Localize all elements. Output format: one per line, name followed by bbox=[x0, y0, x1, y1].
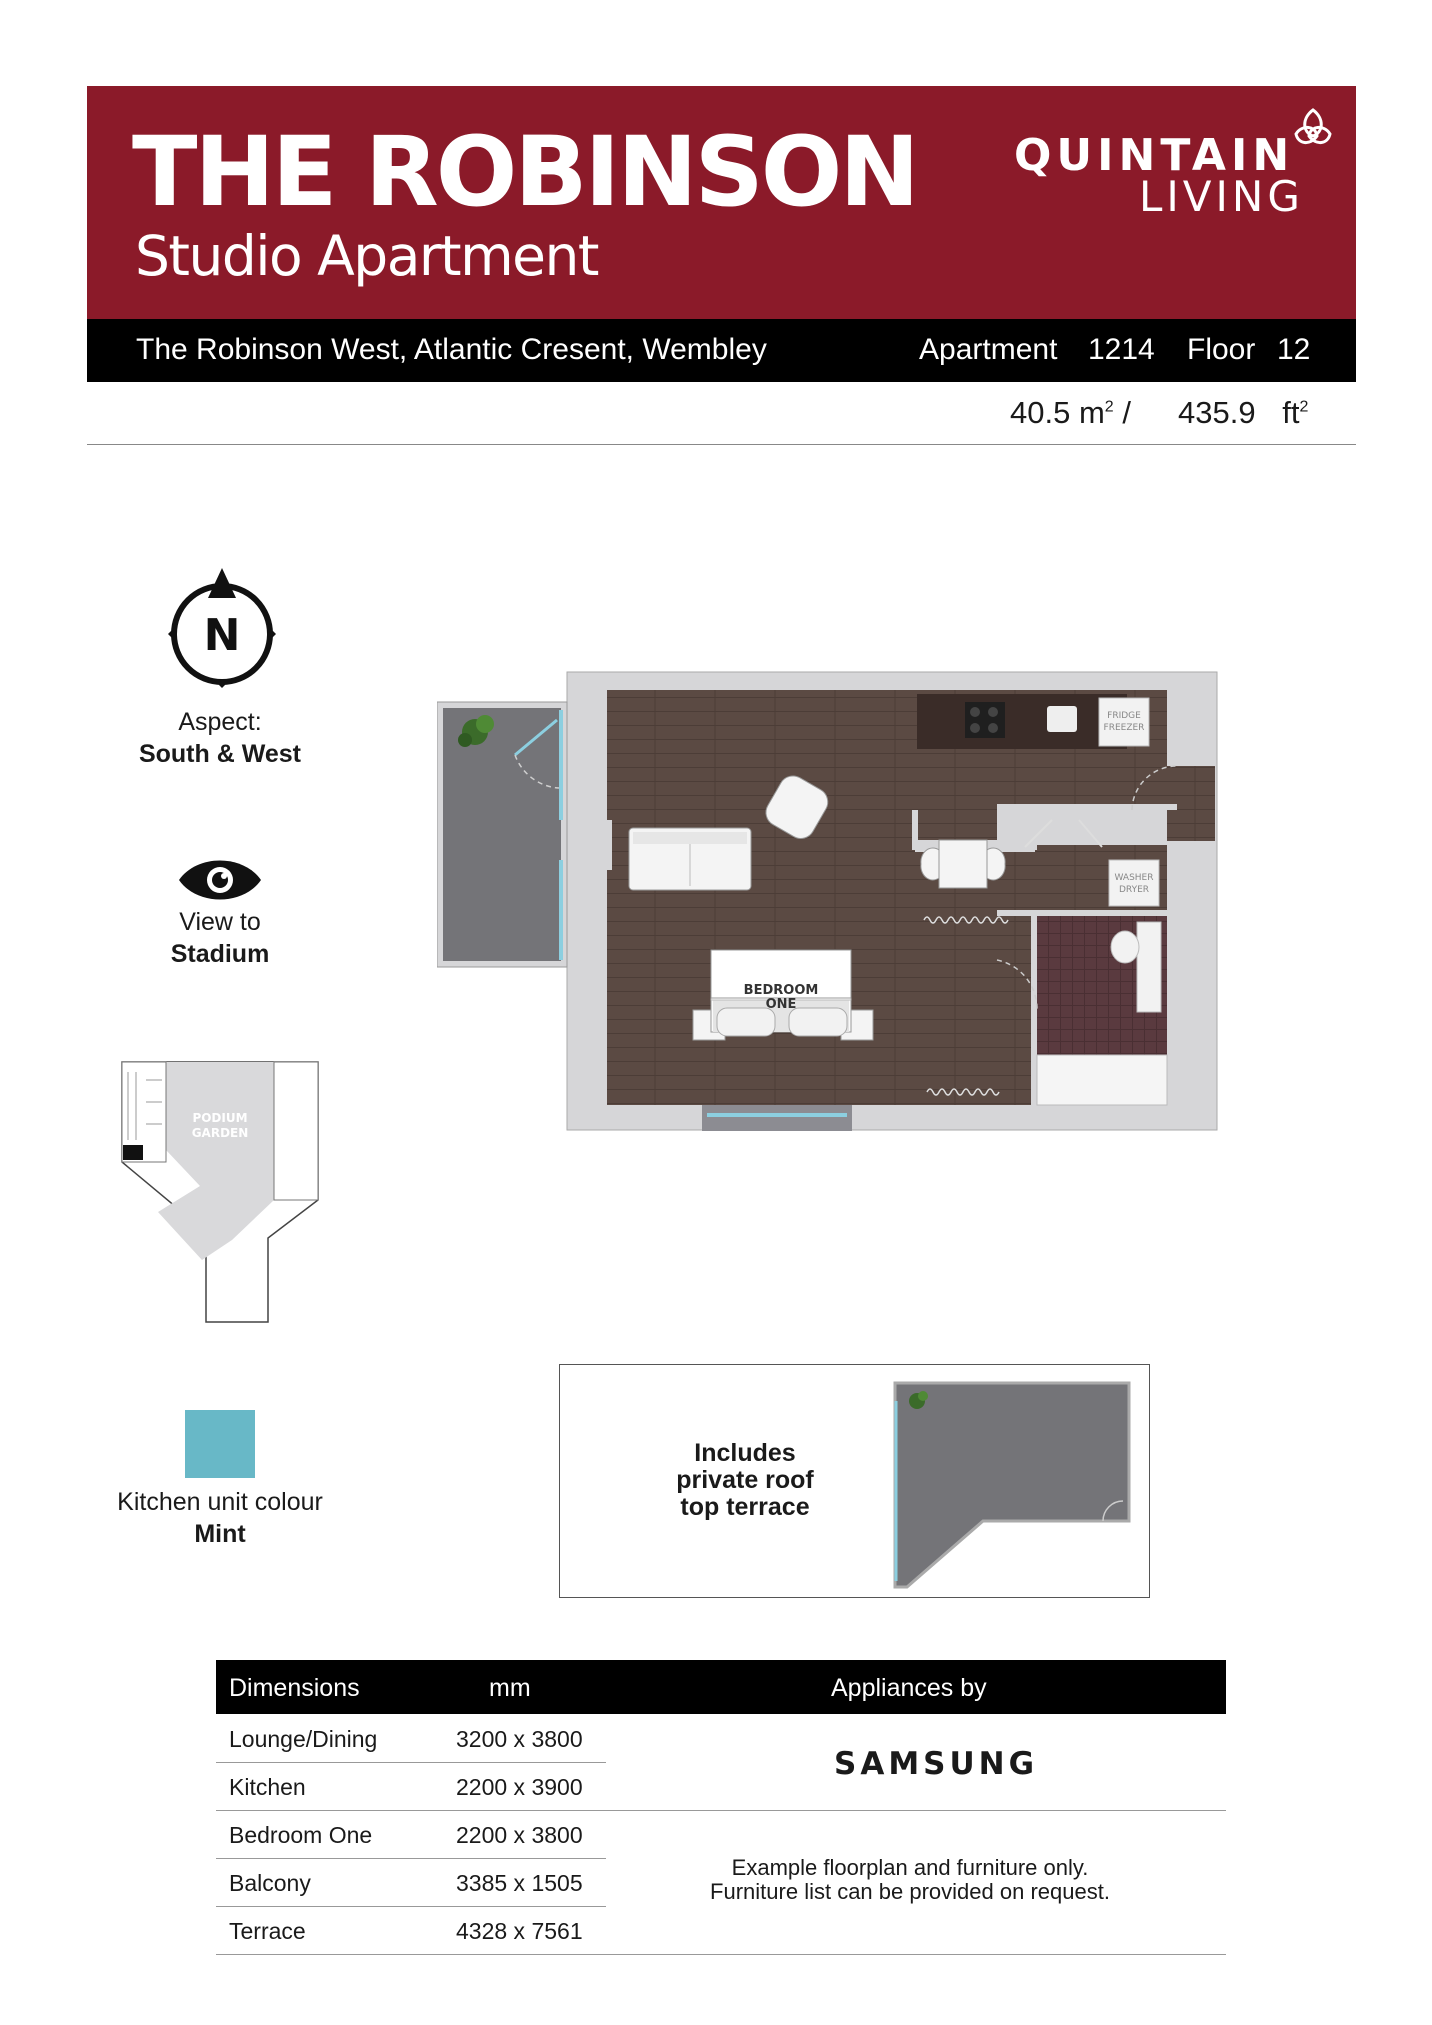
address-bar bbox=[87, 319, 1356, 382]
area-sqm-sup: 2 bbox=[1104, 398, 1114, 416]
compass-letter: N bbox=[203, 610, 241, 661]
podium-label-1: PODIUM bbox=[192, 1111, 248, 1125]
apartment-number: 1214 bbox=[1088, 333, 1155, 366]
room-size: 4328 x 7561 bbox=[456, 1918, 583, 1944]
page-title: THE ROBINSON bbox=[132, 116, 917, 228]
col-mm: mm bbox=[489, 1674, 531, 1702]
table-row bbox=[216, 1714, 606, 1762]
terrace-note-line2: private roof bbox=[676, 1466, 814, 1494]
room-name: Bedroom One bbox=[229, 1822, 373, 1848]
podium-label-2: GARDEN bbox=[191, 1126, 249, 1140]
col-appliances: Appliances by bbox=[831, 1674, 987, 1702]
page-subtitle: Studio Apartment bbox=[135, 224, 598, 288]
aspect-label: Aspect: bbox=[178, 708, 262, 736]
samsung-logo: SAMSUNG bbox=[834, 1746, 1039, 1782]
bedroom-label-2: ONE bbox=[765, 997, 797, 1012]
disclaimer-note bbox=[660, 1856, 1160, 1904]
room-name: Kitchen bbox=[229, 1774, 306, 1800]
fridge-label-2: FREEZER bbox=[1103, 723, 1145, 733]
floor-label: Floor bbox=[1187, 333, 1256, 366]
compass-north-icon bbox=[166, 566, 278, 690]
washer-label-2: DRYER bbox=[1118, 885, 1150, 895]
apartment-label: Apartment bbox=[919, 333, 1058, 366]
area-sqm-value: 40.5 bbox=[1010, 395, 1071, 430]
address-text: The Robinson West, Atlantic Cresent, Wembley bbox=[136, 333, 767, 366]
bedroom-label-1: BEDROOM bbox=[743, 983, 819, 998]
floorplan bbox=[437, 670, 1219, 1140]
kitchen-colour-swatch bbox=[185, 1410, 255, 1478]
washer-label-1: WASHER bbox=[1114, 873, 1154, 883]
logo-text-bottom: LIVING bbox=[1139, 172, 1304, 221]
aspect-value: South & West bbox=[138, 740, 302, 768]
room-name: Terrace bbox=[229, 1918, 306, 1944]
header-banner bbox=[87, 86, 1356, 319]
divider bbox=[216, 1954, 1226, 1955]
table-row bbox=[216, 1858, 606, 1906]
view-value: Stadium bbox=[170, 940, 270, 968]
room-name: Lounge/Dining bbox=[229, 1726, 378, 1752]
area-separator: / bbox=[1122, 395, 1131, 430]
table-row bbox=[216, 1810, 606, 1858]
room-size: 3200 x 3800 bbox=[456, 1726, 583, 1752]
table-row bbox=[216, 1762, 606, 1810]
floor-number: 12 bbox=[1277, 333, 1311, 366]
kitchen-colour-label: Kitchen unit colour bbox=[117, 1488, 323, 1516]
area-sqft-sup: 2 bbox=[1299, 398, 1309, 416]
terrace-note-line3: top terrace bbox=[680, 1493, 810, 1521]
view-label: View to bbox=[179, 908, 261, 936]
room-size: 2200 x 3900 bbox=[456, 1774, 583, 1800]
terrace-plan bbox=[893, 1381, 1131, 1589]
area-sqm bbox=[1010, 395, 1131, 431]
terrace-note-line1: Includes bbox=[694, 1439, 796, 1467]
room-size: 2200 x 3800 bbox=[456, 1822, 583, 1848]
terrace-panel bbox=[559, 1364, 1150, 1598]
logo-text-top: QUINTAIN bbox=[1014, 130, 1295, 181]
room-name: Balcony bbox=[229, 1870, 311, 1896]
location-plan bbox=[118, 1060, 324, 1328]
kitchen-colour-value: Mint bbox=[194, 1520, 246, 1548]
fridge-label-1: FRIDGE bbox=[1107, 711, 1141, 721]
area-sqft bbox=[1178, 395, 1308, 431]
divider bbox=[87, 444, 1356, 445]
trefoil-icon bbox=[1290, 106, 1336, 152]
col-dimensions: Dimensions bbox=[229, 1674, 360, 1702]
area-sqft-value: 435.9 bbox=[1178, 395, 1256, 430]
room-size: 3385 x 1505 bbox=[456, 1870, 583, 1896]
area-sqft-unit: ft bbox=[1282, 395, 1300, 430]
table-row bbox=[216, 1906, 606, 1954]
eye-icon bbox=[177, 858, 263, 902]
terrace-note bbox=[635, 1440, 855, 1521]
disclaimer-line1: Example floorplan and furniture only. bbox=[731, 1855, 1089, 1880]
dimensions-table-header bbox=[216, 1660, 1226, 1714]
disclaimer-line2: Furniture list can be provided on request. bbox=[710, 1879, 1110, 1904]
area-sqm-unit: m bbox=[1078, 395, 1105, 430]
